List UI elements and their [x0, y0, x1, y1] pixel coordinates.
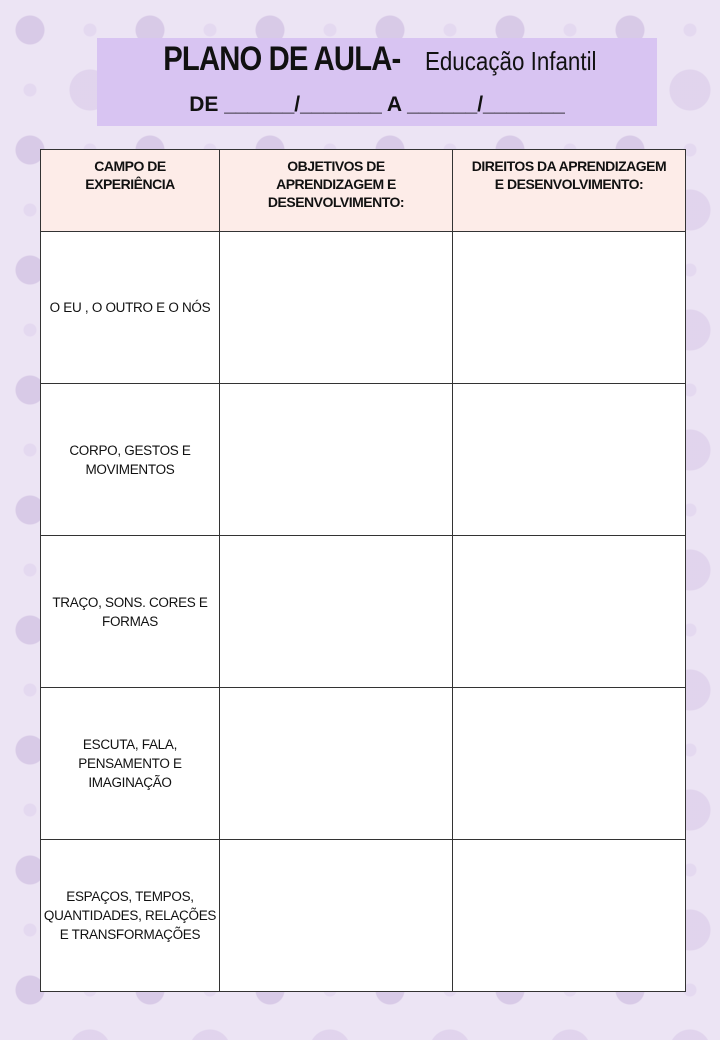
header-direitos — [453, 150, 686, 232]
direitos-cell[interactable] — [453, 688, 686, 840]
table-row — [41, 688, 686, 840]
objetivos-cell[interactable] — [220, 384, 453, 536]
header-objetivos — [220, 150, 453, 232]
header-campo-experiencia — [41, 150, 220, 232]
title-banner — [97, 38, 657, 126]
lesson-plan-table — [40, 149, 686, 992]
direitos-cell[interactable] — [453, 384, 686, 536]
header-label: CAMPO DE EXPERIÊNCIA — [85, 158, 175, 192]
header-label: DIREITOS DA APRENDIZAGEM E DESENVOLVIMENTO: — [471, 158, 667, 192]
title-subtitle: Educação Infantil — [424, 46, 597, 76]
page-title — [97, 40, 657, 79]
table-row — [41, 384, 686, 536]
table-row — [41, 840, 686, 992]
table-row — [41, 232, 686, 384]
row-label-eu-outro-nos: O EU , O OUTRO E O NÓS — [41, 232, 220, 384]
objetivos-cell[interactable] — [220, 232, 453, 384]
row-label-corpo-gestos: CORPO, GESTOS E MOVIMENTOS — [41, 384, 220, 536]
title-main: PLANO DE AULA- — [163, 40, 401, 78]
row-label-traco-sons: TRAÇO, SONS. CORES E FORMAS — [41, 536, 220, 688]
objetivos-cell[interactable] — [220, 688, 453, 840]
table-header-row — [41, 150, 686, 232]
header-label: OBJETIVOS DE APRENDIZAGEM E DESENVOLVIMENTO: — [267, 158, 405, 210]
direitos-cell[interactable] — [453, 232, 686, 384]
date-range-line: DE ______/_______ A ______/_______ — [189, 93, 565, 116]
direitos-cell[interactable] — [453, 536, 686, 688]
direitos-cell[interactable] — [453, 840, 686, 992]
row-label-escuta-fala: ESCUTA, FALA, PENSAMENTO E IMAGINAÇÃO — [41, 688, 220, 840]
table-row — [41, 536, 686, 688]
objetivos-cell[interactable] — [220, 536, 453, 688]
objetivos-cell[interactable] — [220, 840, 453, 992]
row-label-espacos-tempos: ESPAÇOS, TEMPOS, QUANTIDADES, RELAÇÕES E TRANSFORMAÇÕES — [41, 840, 220, 992]
